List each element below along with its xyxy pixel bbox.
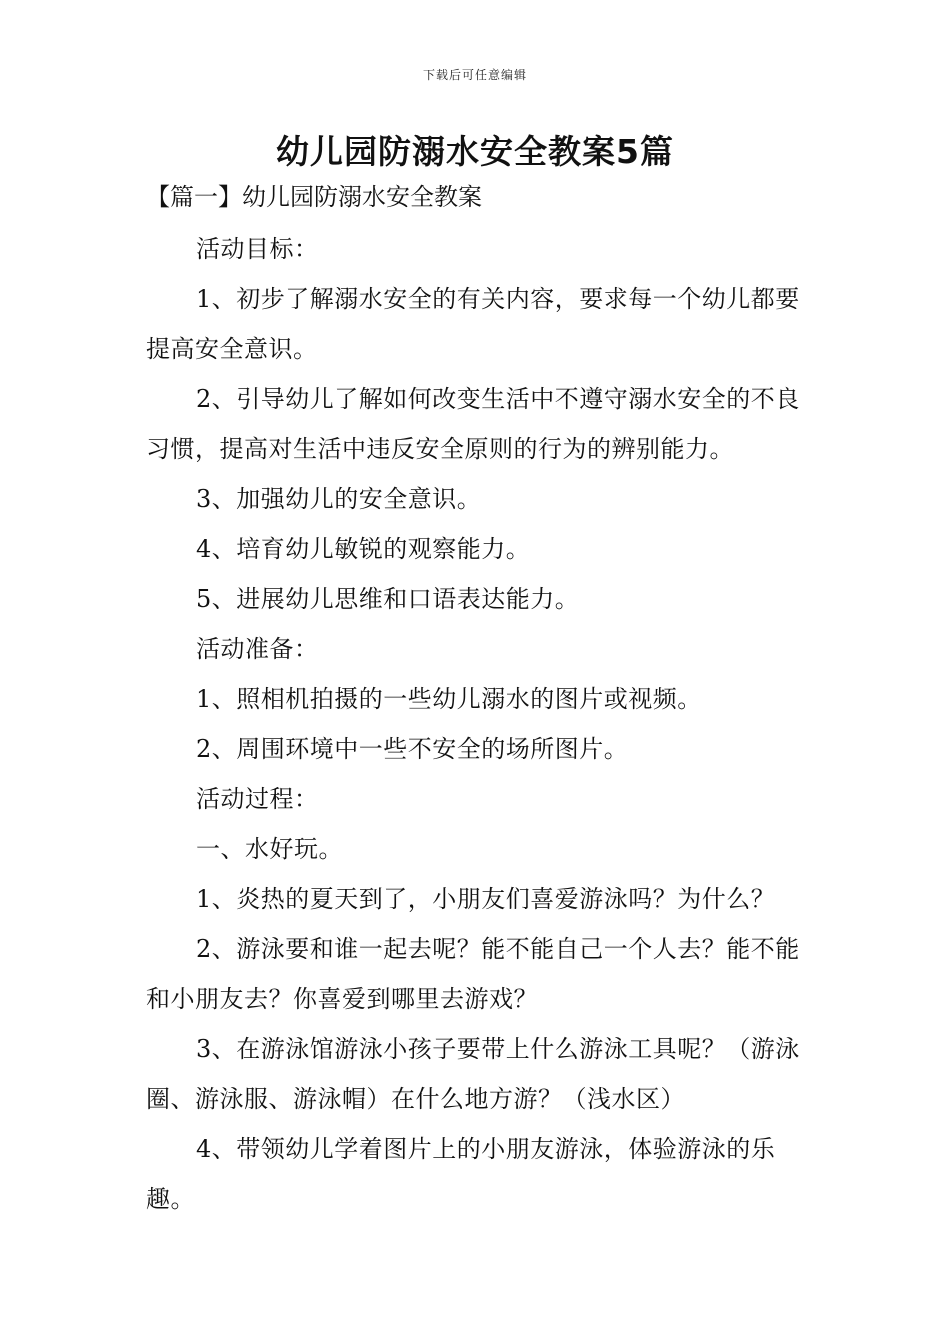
- paragraph: 2、游泳要和谁一起去呢？能不能自己一个人去？能不能和小朋友去？你喜爱到哪里去游戏？: [146, 935, 800, 1013]
- paragraph: 4、带领幼儿学着图片上的小朋友游泳，体验游泳的乐趣。: [146, 1135, 776, 1213]
- paragraph: 活动过程：: [196, 785, 319, 813]
- paragraph: 1、照相机拍摄的一些幼儿溺水的图片或视频。: [196, 685, 702, 713]
- header-note: 下载后可任意编辑: [422, 68, 527, 82]
- paragraph: 1、初步了解溺水安全的有关内容，要求每一个幼儿都要提高安全意识。: [146, 285, 800, 363]
- paragraph: 活动目标：: [196, 235, 319, 263]
- document-title: 幼儿园防溺水安全教案5篇: [276, 132, 674, 171]
- paragraph: 1、炎热的夏天到了，小朋友们喜爱游泳吗？为什么？: [196, 885, 776, 913]
- paragraph: 2、周围环境中一些不安全的场所图片。: [196, 735, 629, 763]
- paragraph: 2、引导幼儿了解如何改变生活中不遵守溺水安全的不良习惯，提高对生活中违反安全原则的行为的辨别能力。: [146, 385, 800, 463]
- paragraph: 5、进展幼儿思维和口语表达能力。: [196, 585, 580, 613]
- paragraph: 3、加强幼儿的安全意识。: [196, 485, 482, 513]
- section-heading: 【篇一】幼儿园防溺水安全教案: [146, 183, 482, 211]
- paragraph: 4、培育幼儿敏锐的观察能力。: [196, 535, 531, 563]
- paragraph: 3、在游泳馆游泳小孩子要带上什么游泳工具呢？（游泳圈、游泳服、游泳帽）在什么地方游？（浅水区）: [146, 1035, 800, 1113]
- paragraph: 活动准备：: [196, 635, 319, 663]
- document-body: [146, 224, 806, 1224]
- paragraph: 一、水好玩。: [196, 835, 343, 863]
